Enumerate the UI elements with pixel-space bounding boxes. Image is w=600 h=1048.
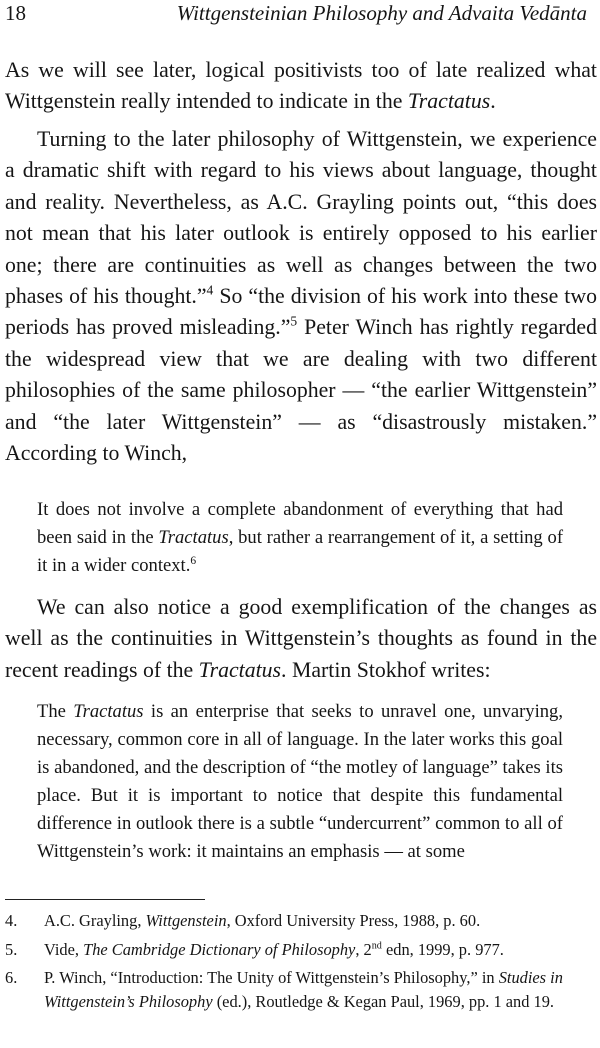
footnote-4-c: , Oxford University Press, 1988, p. 60. <box>226 911 481 930</box>
footnote-ref-4: 4 <box>206 282 214 298</box>
footnote-6-a: P. Winch, “Introduction: The Unity of Wittgenstein’s Philosophy,” in <box>44 968 499 987</box>
quote-1-italic: Tractatus <box>158 527 229 548</box>
page-header <box>5 0 587 32</box>
paragraph-1-text: As we will see later, logical positivists too of late realized what Wittgenstein really intended to indicate in the <box>5 58 597 114</box>
paragraph-2-text-a: Turning to the later philosophy of Wittgenstein, we experience a dramatic shift with regard to his views about language, thought and reality. Nevertheless, as A.C. Grayling points out, “this does not mean that his later outlook is entirely opposed to his earlier one; there are continuities as well as changes between the two phases of his thought.” <box>5 127 597 309</box>
footnote-number: 4. <box>5 911 18 930</box>
quote-2-italic: Tractatus <box>73 701 144 722</box>
footnote-5-c: , 2 <box>355 939 372 959</box>
footnote-text <box>44 909 597 933</box>
footnote-text <box>44 938 597 962</box>
footnote-5-d: edn, 1999, p. 977. <box>381 939 504 959</box>
footnote-number: 6. <box>5 968 18 987</box>
footnote-ref-6: 6 <box>190 554 197 567</box>
paragraph-1 <box>5 55 597 118</box>
quote-2-text-b: is an enterprise that seeks to unravel one, unvarying, necessary, common core in all of language. In the later works this goal is abandoned, and the description of “the motley of language” takes its place. But it is important to notice that despite this fundamental difference in outlook there is a subtle “undercurrent” common to all of Wittgenstein’s work: it maintains an emphasis — at some <box>37 701 564 862</box>
block-quote-1 <box>37 496 563 580</box>
quote-1-text: It does not involve a complete abandonment of everything that had been said in the <box>37 499 563 548</box>
footnote-divider <box>5 899 205 900</box>
paragraph-3-text: We can also notice a good exemplification of the changes as well as the continuities in Wittgenstein’s thoughts as found in the recent readings of the <box>5 595 597 682</box>
footnote-5 <box>5 938 597 962</box>
paragraph-1-end: . <box>490 89 496 114</box>
footnote-4-a: A.C. Grayling, <box>44 911 146 930</box>
footnote-5-a: Vide, <box>44 939 84 959</box>
paragraph-2 <box>5 124 597 469</box>
quote-1-end: , but rather a rearrangement of it, a setting of it in a wider context. <box>37 527 564 576</box>
paragraph-3-italic: Tractatus <box>198 657 282 682</box>
footnote-6-title: Studies in Wittgenstein’s Philosophy <box>44 968 563 1011</box>
footnote-5-title: The Cambridge Dictionary of Philosophy <box>83 939 356 959</box>
page-number: 18 <box>5 1 26 25</box>
paragraph-3-end: . Martin Stokhof writes: <box>281 657 491 682</box>
block-quote-2 <box>37 698 563 866</box>
footnote-ref-5: 5 <box>290 314 298 330</box>
footnotes <box>5 909 597 1018</box>
quote-2-text-a: The <box>37 701 74 722</box>
paragraph-2-text-b: So “the division of his work into these two periods has proved misleading.” <box>5 284 597 340</box>
footnote-number: 5. <box>5 939 18 959</box>
footnote-text <box>44 966 597 1013</box>
paragraph-2-text-c: Peter Winch has rightly regarded the widespread view that we are dealing with two different philosophies of the same philosopher — “the earlier Wittgenstein” and “the later Wittgenstein” — as “disastrously mistaken.” According to Winch, <box>5 315 597 466</box>
footnote-6 <box>5 966 597 1013</box>
footnote-4 <box>5 909 597 933</box>
paragraph-3 <box>5 592 597 686</box>
footnote-6-c: (ed.), Routledge & Kegan Paul, 1969, pp. 1 and 19. <box>212 991 555 1011</box>
running-title: Wittgensteinian Philosophy and Advaita Vedānta <box>176 1 587 25</box>
footnote-4-title: Wittgenstein <box>145 911 227 930</box>
footnote-5-sup: nd <box>371 940 382 952</box>
paragraph-1-italic: Tractatus <box>407 89 491 114</box>
